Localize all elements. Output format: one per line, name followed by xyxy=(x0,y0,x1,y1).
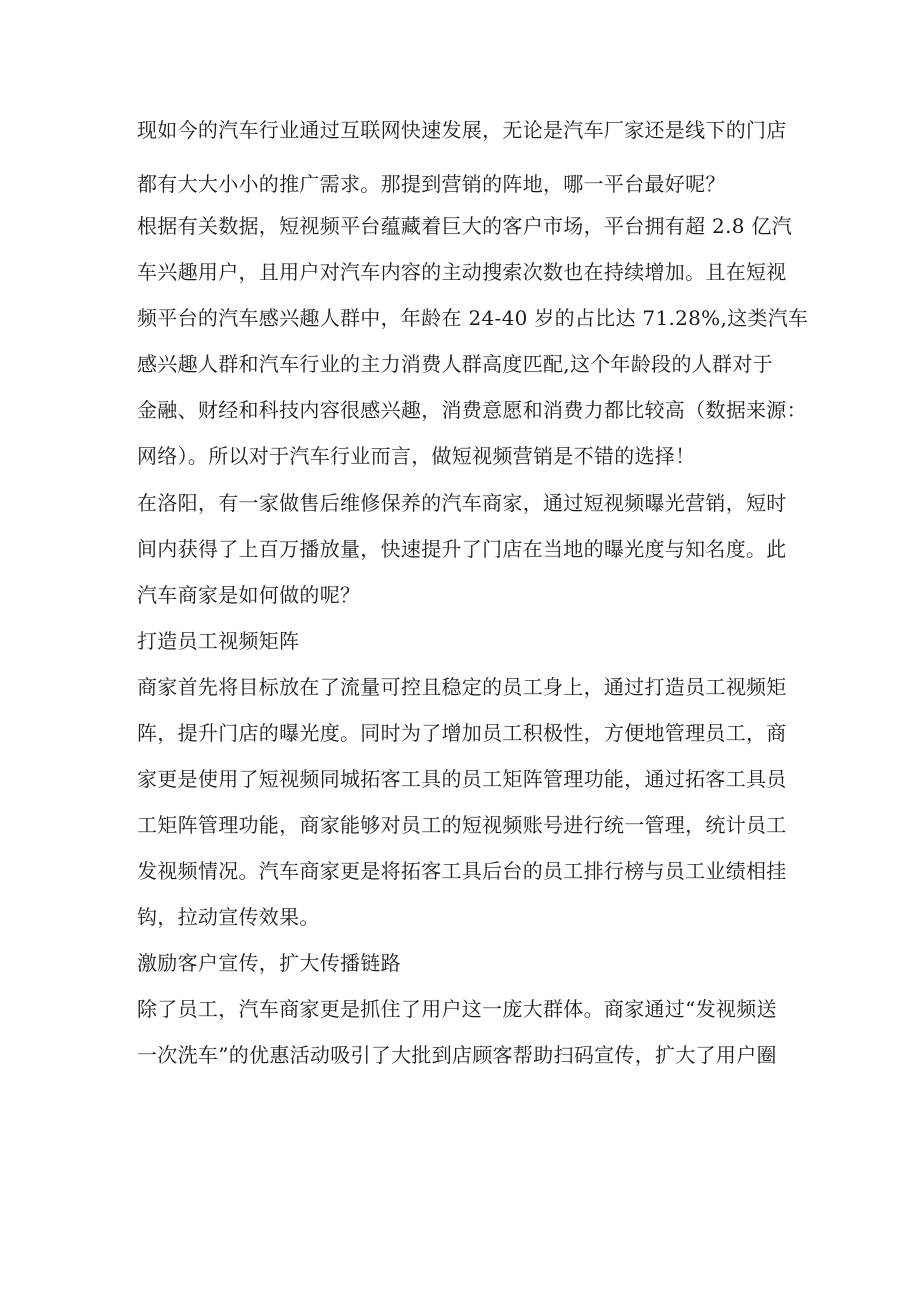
text-line: 都有大大小小的推广需求。那提到营销的阵地，哪一平台最好呢？ xyxy=(137,172,726,196)
text-line: 网络）。所以对于汽车行业而言，做短视频营销是不错的选择！ xyxy=(137,444,696,468)
text-line: 发视频情况。汽车商家更是将拓客工具后台的员工排行榜与员工业绩相挂 xyxy=(137,859,787,883)
text-line: 金融、财经和科技内容很感兴趣，消费意愿和消费力都比较高（数据来源： xyxy=(137,398,807,422)
text-line: 根据有关数据，短视频平台蕴藏着巨大的客户市场，平台拥有超 2.8 亿汽 xyxy=(137,214,793,238)
text-line: 感兴趣人群和汽车行业的主力消费人群高度匹配,这个年龄段的人群对于 xyxy=(137,352,773,376)
text-line: 间内获得了上百万播放量，快速提升了门店在当地的曝光度与知名度。此 xyxy=(137,537,787,561)
text-line: 阵，提升门店的曝光度。同时为了增加员工积极性，方便地管理员工，商 xyxy=(137,721,787,745)
text-line: 商家首先将目标放在了流量可控且稳定的员工身上，通过打造员工视频矩 xyxy=(137,675,787,699)
text-line: 现如今的汽车行业通过互联网快速发展，无论是汽车厂家还是线下的门店 xyxy=(137,118,787,142)
text-line: 一次洗车”的优惠活动吸引了大批到店顾客帮助扫码宣传，扩大了用户圈 xyxy=(137,1043,777,1067)
text-line: 频平台的汽车感兴趣人群中，年龄在 24-40 岁的占比达 71.28%,这类汽车 xyxy=(137,306,809,330)
text-line: 汽车商家是如何做的呢？ xyxy=(137,583,361,607)
section-heading: 打造员工视频矩阵 xyxy=(137,629,300,653)
text-line: 车兴趣用户，且用户对汽车内容的主动搜索次数也在持续增加。且在短视 xyxy=(137,260,787,284)
text-line: 在洛阳，有一家做售后维修保养的汽车商家，通过短视频曝光营销，短时 xyxy=(137,491,787,515)
text-line: 工矩阵管理功能，商家能够对员工的短视频账号进行统一管理，统计员工 xyxy=(137,813,787,837)
text-line: 除了员工，汽车商家更是抓住了用户这一庞大群体。商家通过“发视频送 xyxy=(137,997,777,1021)
text-line: 家更是使用了短视频同城拓客工具的员工矩阵管理功能，通过拓客工具员 xyxy=(137,767,787,791)
section-heading: 激励客户宣传，扩大传播链路 xyxy=(137,951,401,975)
text-line: 钩，拉动宣传效果。 xyxy=(137,905,320,929)
